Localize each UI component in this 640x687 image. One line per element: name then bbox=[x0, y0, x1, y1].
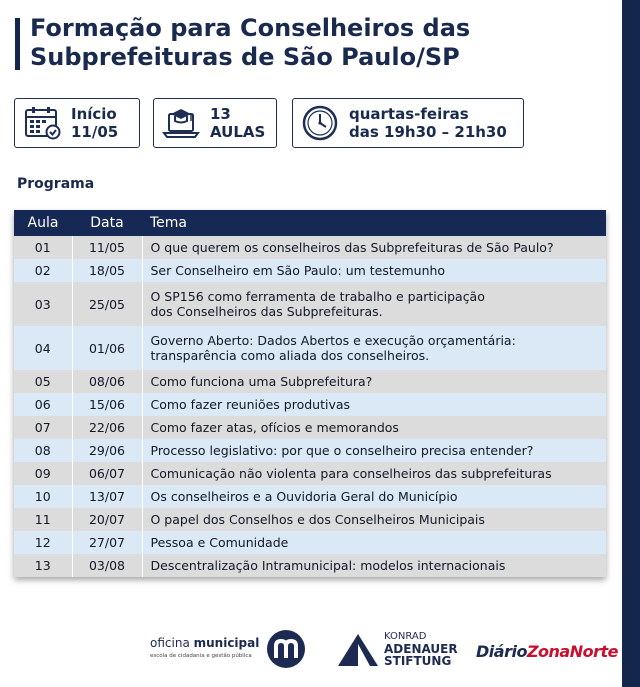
clock-icon bbox=[301, 104, 341, 142]
lessons-label: AULAS bbox=[210, 123, 266, 141]
lessons-count: 13 bbox=[210, 105, 231, 123]
table-row bbox=[14, 326, 606, 370]
diario-text: Diário bbox=[476, 642, 527, 661]
table-row bbox=[14, 370, 606, 393]
tema-line: Como funciona uma Subprefeitura? bbox=[150, 374, 373, 389]
schedule-time: das 19h30 – 21h30 bbox=[349, 123, 507, 141]
kas-logo-icon bbox=[336, 632, 380, 668]
schedule-text bbox=[349, 105, 507, 141]
title-text bbox=[30, 14, 590, 72]
start-date: 11/05 bbox=[71, 123, 119, 141]
cell-aula: 03 bbox=[14, 282, 72, 326]
tema-line: O papel dos Conselhos e dos Conselheiros Municipais bbox=[150, 512, 485, 527]
kas-line-1: KONRAD bbox=[384, 631, 427, 642]
tema-line: Ser Conselheiro em São Paulo: um testemunho bbox=[150, 263, 446, 278]
cell-data: 15/06 bbox=[72, 393, 142, 416]
table-row bbox=[14, 416, 606, 439]
tema-line: dos Conselheiros das Subprefeituras. bbox=[150, 304, 383, 319]
cell-data: 29/06 bbox=[72, 439, 142, 462]
tema-line: Descentralização Intramunicipal: modelos internacionais bbox=[150, 558, 506, 573]
cell-aula: 08 bbox=[14, 439, 72, 462]
cell-tema bbox=[142, 416, 606, 439]
cell-data: 01/06 bbox=[72, 326, 142, 370]
cell-aula: 01 bbox=[14, 236, 72, 259]
cell-tema bbox=[142, 485, 606, 508]
cell-data: 03/08 bbox=[72, 554, 142, 577]
sponsor-logos bbox=[0, 628, 620, 673]
table-row bbox=[14, 282, 606, 326]
cell-tema bbox=[142, 393, 606, 416]
schedule-day: quartas-feiras bbox=[349, 105, 469, 123]
table-row bbox=[14, 236, 606, 259]
tema-line: O SP156 como ferramenta de trabalho e participação bbox=[150, 289, 485, 304]
cell-aula: 12 bbox=[14, 531, 72, 554]
start-label: Início bbox=[71, 105, 117, 123]
diario-zona-norte-logo bbox=[476, 642, 618, 661]
start-date-box bbox=[14, 98, 140, 148]
tema-line: Processo legislativo: por que o conselheiro precisa entender? bbox=[150, 443, 534, 458]
table-row bbox=[14, 259, 606, 282]
cell-tema bbox=[142, 439, 606, 462]
tema-line: Governo Aberto: Dados Abertos e execução orçamentária: bbox=[150, 333, 516, 348]
municipal-text: municipal bbox=[193, 636, 260, 650]
table-row bbox=[14, 554, 606, 577]
cell-aula: 10 bbox=[14, 485, 72, 508]
table-header-row bbox=[14, 210, 606, 236]
header-aula: Aula bbox=[14, 210, 72, 236]
zona-norte-text: ZonaNorte bbox=[526, 642, 618, 661]
right-edge-bar bbox=[622, 0, 640, 687]
cell-data: 11/05 bbox=[72, 236, 142, 259]
table-row bbox=[14, 439, 606, 462]
tema-line: Como fazer reuniões produtivas bbox=[150, 397, 351, 412]
section-title: Programa bbox=[17, 176, 95, 192]
tema-line: Os conselheiros e a Ouvidoria Geral do Município bbox=[150, 489, 458, 504]
title-accent-bar bbox=[15, 18, 20, 70]
cell-tema bbox=[142, 326, 606, 370]
laptop-graduation-icon bbox=[162, 105, 202, 141]
kas-line-3: STIFTUNG bbox=[384, 654, 452, 668]
lessons-text bbox=[210, 105, 265, 141]
cell-aula: 04 bbox=[14, 326, 72, 370]
cell-aula: 11 bbox=[14, 508, 72, 531]
cell-tema bbox=[142, 462, 606, 485]
cell-tema bbox=[142, 508, 606, 531]
table-row bbox=[14, 531, 606, 554]
table-row bbox=[14, 393, 606, 416]
tema-line: O que querem os conselheiros das Subprefeituras de São Paulo? bbox=[150, 240, 554, 255]
cell-tema bbox=[142, 554, 606, 577]
table-row bbox=[14, 485, 606, 508]
cell-aula: 09 bbox=[14, 462, 72, 485]
cell-aula: 07 bbox=[14, 416, 72, 439]
kas-line-2: ADENAUER bbox=[384, 642, 458, 656]
oficina-subtitle: escola de cidadania e gestão pública bbox=[150, 653, 252, 659]
table-row bbox=[14, 508, 606, 531]
cell-aula: 05 bbox=[14, 370, 72, 393]
tema-line: Como fazer atas, ofícios e memorandos bbox=[150, 420, 399, 435]
cell-data: 22/06 bbox=[72, 416, 142, 439]
oficina-text: oficina bbox=[150, 636, 194, 650]
tema-line: Comunicação não violenta para conselheiros das subprefeituras bbox=[150, 466, 552, 481]
cell-aula: 06 bbox=[14, 393, 72, 416]
calendar-icon bbox=[23, 105, 63, 141]
program-table bbox=[14, 210, 606, 577]
header-data: Data bbox=[72, 210, 142, 236]
cell-aula: 13 bbox=[14, 554, 72, 577]
cell-data: 13/07 bbox=[72, 485, 142, 508]
cell-data: 08/06 bbox=[72, 370, 142, 393]
start-date-text bbox=[71, 105, 118, 141]
header-tema: Tema bbox=[142, 210, 606, 236]
cell-aula: 02 bbox=[14, 259, 72, 282]
title-line-1: Formação para Conselheiros das bbox=[30, 14, 471, 42]
cell-data: 27/07 bbox=[72, 531, 142, 554]
cell-data: 25/05 bbox=[72, 282, 142, 326]
cell-tema bbox=[142, 370, 606, 393]
title-line-2: Subprefeituras de São Paulo/SP bbox=[30, 43, 460, 71]
cell-data: 18/05 bbox=[72, 259, 142, 282]
schedule-box bbox=[292, 98, 524, 148]
tema-line: transparência como aliada dos conselheiros. bbox=[150, 348, 430, 363]
cell-tema bbox=[142, 282, 606, 326]
cell-data: 20/07 bbox=[72, 508, 142, 531]
cell-tema bbox=[142, 531, 606, 554]
lessons-box bbox=[153, 98, 277, 148]
oficina-m-icon bbox=[266, 629, 306, 669]
kas-logo-text bbox=[384, 631, 458, 667]
tema-line: Pessoa e Comunidade bbox=[150, 535, 289, 550]
cell-tema bbox=[142, 236, 606, 259]
table-row bbox=[14, 462, 606, 485]
cell-data: 06/07 bbox=[72, 462, 142, 485]
cell-tema bbox=[142, 259, 606, 282]
oficina-municipal-logo bbox=[150, 636, 259, 659]
